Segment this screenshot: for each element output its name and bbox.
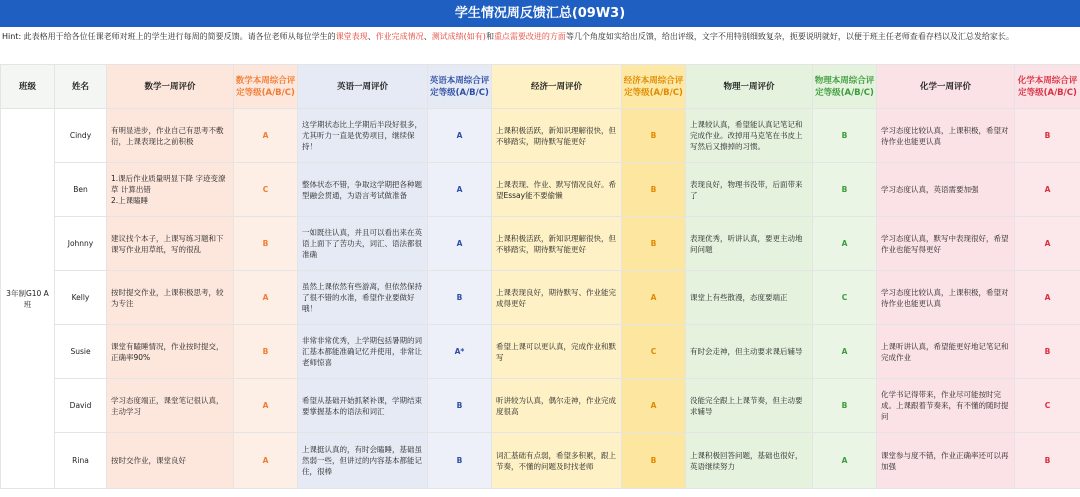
economics-grade-cell: C [622, 325, 686, 379]
math-eval-cell: 按时交作业，课堂良好 [107, 433, 234, 489]
chemistry-grade-cell: C [1015, 379, 1080, 433]
english-eval-cell: 上课挺认真的，有时会瞌睡，基础虽然弱一些，但讲过的内容基本都能记住，很棒 [298, 433, 428, 489]
math-eval-cell: 学习态度端正，课堂笔记很认真，主动学习 [107, 379, 234, 433]
physics-eval-cell: 表现良好，物理书没带，后面带来了 [686, 163, 813, 217]
economics-grade-cell: B [622, 109, 686, 163]
student-name-cell: Cindy [55, 109, 107, 163]
math-grade-cell: A [234, 271, 298, 325]
header-economics-grade: 经济本周综合评定等级(A/B/C) [622, 65, 686, 109]
english-grade-cell: A* [428, 325, 492, 379]
math-grade-cell: B [234, 217, 298, 271]
hint-highlight-homework: 作业完成情况 [375, 32, 424, 41]
economics-grade-cell: B [622, 433, 686, 489]
hint-highlight-test-scores: 测试成绩(如有) [431, 32, 486, 41]
physics-eval-cell: 表现优秀，听讲认真，要更主动地问问题 [686, 217, 813, 271]
economics-grade-cell: A [622, 271, 686, 325]
english-grade-cell: A [428, 217, 492, 271]
student-name-cell: David [55, 379, 107, 433]
chemistry-eval-cell: 化学书记得带来，作业尽可能按时完成。上课跟着节奏来，有不懂的随时提问 [877, 379, 1015, 433]
physics-eval-cell: 课堂上有些散漫，态度要端正 [686, 271, 813, 325]
chemistry-grade-cell: B [1015, 325, 1080, 379]
economics-eval-cell: 上课积极活跃，新知识理解很快，但不够踏实，期待默写能更好 [492, 109, 622, 163]
hint-highlight-improvement: 重点需要改进的方面 [493, 32, 566, 41]
header-name: 姓名 [55, 65, 107, 109]
student-name-cell: Ben [55, 163, 107, 217]
english-grade-cell: B [428, 379, 492, 433]
physics-eval-cell: 上课积极回答问题，基础也很好，英语继续努力 [686, 433, 813, 489]
student-name-cell: Susie [55, 325, 107, 379]
english-grade-cell: A [428, 109, 492, 163]
chemistry-eval-cell: 学习态度比较认真，上课积极，希望对待作业也能更认真 [877, 109, 1015, 163]
hint-sep-2: 、 [423, 32, 432, 41]
chemistry-grade-cell: A [1015, 217, 1080, 271]
english-eval-cell: 虽然上课依然有些游离，但依然保持了很不错的水准，希望作业要做好哦！ [298, 271, 428, 325]
header-chemistry-grade: 化学本周综合评定等级(A/B/C) [1015, 65, 1080, 109]
header-english-grade: 英语本周综合评定等级(A/B/C) [428, 65, 492, 109]
table-row [1, 271, 1080, 325]
economics-eval-cell: 希望上课可以更认真，完成作业和默写 [492, 325, 622, 379]
chemistry-grade-cell: A [1015, 163, 1080, 217]
english-eval-cell: 整体状态不错，争取这学期把各种题型融会贯通，为语言考试做准备 [298, 163, 428, 217]
chemistry-grade-cell: B [1015, 433, 1080, 489]
physics-grade-cell: A [813, 325, 877, 379]
math-grade-cell: B [234, 325, 298, 379]
header-row [1, 65, 1080, 109]
math-grade-cell: A [234, 379, 298, 433]
economics-eval-cell: 上课积极活跃，新知识理解很快，但不够踏实，期待默写能更好 [492, 217, 622, 271]
header-math-grade: 数学本周综合评定等级(A/B/C) [234, 65, 298, 109]
english-grade-cell: B [428, 271, 492, 325]
hint-part-1: Hint: 此表格用于给各位任课老师对班上的学生进行每周的简要反馈。请各位老师从每位学生的 [2, 32, 336, 41]
hint-sep-1: 、 [367, 32, 376, 41]
student-name-cell: Rina [55, 433, 107, 489]
hint-part-2: 等几个角度如实给出反馈，给出评级，文字不用特别细致复杂，扼要说明就好，以便于班主任老师查看存档以及汇总发给家长。 [565, 32, 1014, 41]
economics-eval-cell: 听讲较为认真，偶尔走神，作业完成度很高 [492, 379, 622, 433]
student-name-cell: Johnny [55, 217, 107, 271]
physics-grade-cell: B [813, 163, 877, 217]
math-eval-cell: 按时提交作业，上课积极思考，较为专注 [107, 271, 234, 325]
hint-text [0, 29, 1080, 63]
physics-eval-cell: 有时会走神，但主动要求课后辅导 [686, 325, 813, 379]
chemistry-eval-cell: 上课听讲认真，希望能更好地记笔记和完成作业 [877, 325, 1015, 379]
header-physics-grade: 物理本周综合评定等级(A/B/C) [813, 65, 877, 109]
header-chemistry-eval: 化学一周评价 [877, 65, 1015, 109]
physics-eval-cell: 上课较认真，希望能认真记笔记和完成作业。改掉用马克笔在书皮上写然后又擦掉的习惯。 [686, 109, 813, 163]
economics-grade-cell: B [622, 217, 686, 271]
economics-grade-cell: B [622, 163, 686, 217]
physics-grade-cell: A [813, 433, 877, 489]
math-eval-cell: 有明显进步，作业自己有思考不敷衍，上课表现比之前积极 [107, 109, 234, 163]
header-physics-eval: 物理一周评价 [686, 65, 813, 109]
table-row [1, 379, 1080, 433]
chemistry-eval-cell: 学习态度认真，英语需要加强 [877, 163, 1015, 217]
economics-eval-cell: 词汇基础有点弱，希望多积累，跟上节奏，不懂的问题及时找老师 [492, 433, 622, 489]
chemistry-eval-cell: 学习态度比较认真，上课积极，希望对待作业也能更认真 [877, 271, 1015, 325]
header-math-eval: 数学一周评价 [107, 65, 234, 109]
english-eval-cell: 非常非常优秀，上学期包括暑期的词汇基本都能准确记忆并使用，非常让老师惊喜 [298, 325, 428, 379]
page-title: 学生情况周反馈汇总(09W3) [0, 0, 1080, 27]
chemistry-grade-cell: A [1015, 271, 1080, 325]
chemistry-eval-cell: 课堂参与度不错，作业正确率还可以再加强 [877, 433, 1015, 489]
economics-grade-cell: A [622, 379, 686, 433]
english-eval-cell: 这学期状态比上学期后半段好很多，尤其听力一直是优势项目，继续保持！ [298, 109, 428, 163]
table-row [1, 217, 1080, 271]
physics-grade-cell: C [813, 271, 877, 325]
header-class: 班级 [1, 65, 55, 109]
header-english-eval: 英语一周评价 [298, 65, 428, 109]
english-grade-cell: A [428, 163, 492, 217]
english-grade-cell: B [428, 433, 492, 489]
math-grade-cell: C [234, 163, 298, 217]
class-name-cell: 3年制G10 A班 [1, 109, 55, 489]
physics-grade-cell: B [813, 379, 877, 433]
math-eval-cell: 1.课后作业质量明显下降 字迹变潦草 计算出错 2.上课瞌睡 [107, 163, 234, 217]
economics-eval-cell: 上课表现良好，期待默写、作业能完成得更好 [492, 271, 622, 325]
chemistry-eval-cell: 学习态度认真，默写中表现很好，希望作业也能写得更好 [877, 217, 1015, 271]
math-eval-cell: 建议找个本子，上课写练习题和下课写作业用草纸，写的很乱 [107, 217, 234, 271]
table-row [1, 163, 1080, 217]
hint-sep-3: 和 [485, 32, 494, 41]
math-grade-cell: A [234, 109, 298, 163]
table-row [1, 109, 1080, 163]
physics-grade-cell: A [813, 217, 877, 271]
hint-highlight-class-performance: 课堂表现 [335, 32, 368, 41]
math-grade-cell: A [234, 433, 298, 489]
table-row [1, 433, 1080, 489]
math-eval-cell: 课堂有瞌睡情况，作业按时提交，正确率90% [107, 325, 234, 379]
feedback-table [0, 64, 1080, 489]
physics-eval-cell: 没能完全跟上上课节奏，但主动要求辅导 [686, 379, 813, 433]
chemistry-grade-cell: B [1015, 109, 1080, 163]
table-row [1, 325, 1080, 379]
physics-grade-cell: B [813, 109, 877, 163]
english-eval-cell: 希望从基础开始抓紧补课，学期结束要掌握基本的语法和词汇 [298, 379, 428, 433]
header-economics-eval: 经济一周评价 [492, 65, 622, 109]
english-eval-cell: 一如既往认真，并且可以看出来在英语上面下了苦功夫，词汇、语法都很准确 [298, 217, 428, 271]
economics-eval-cell: 上课表现、作业、默写情况良好。希望Essay能不要偷懒 [492, 163, 622, 217]
student-name-cell: Kelly [55, 271, 107, 325]
